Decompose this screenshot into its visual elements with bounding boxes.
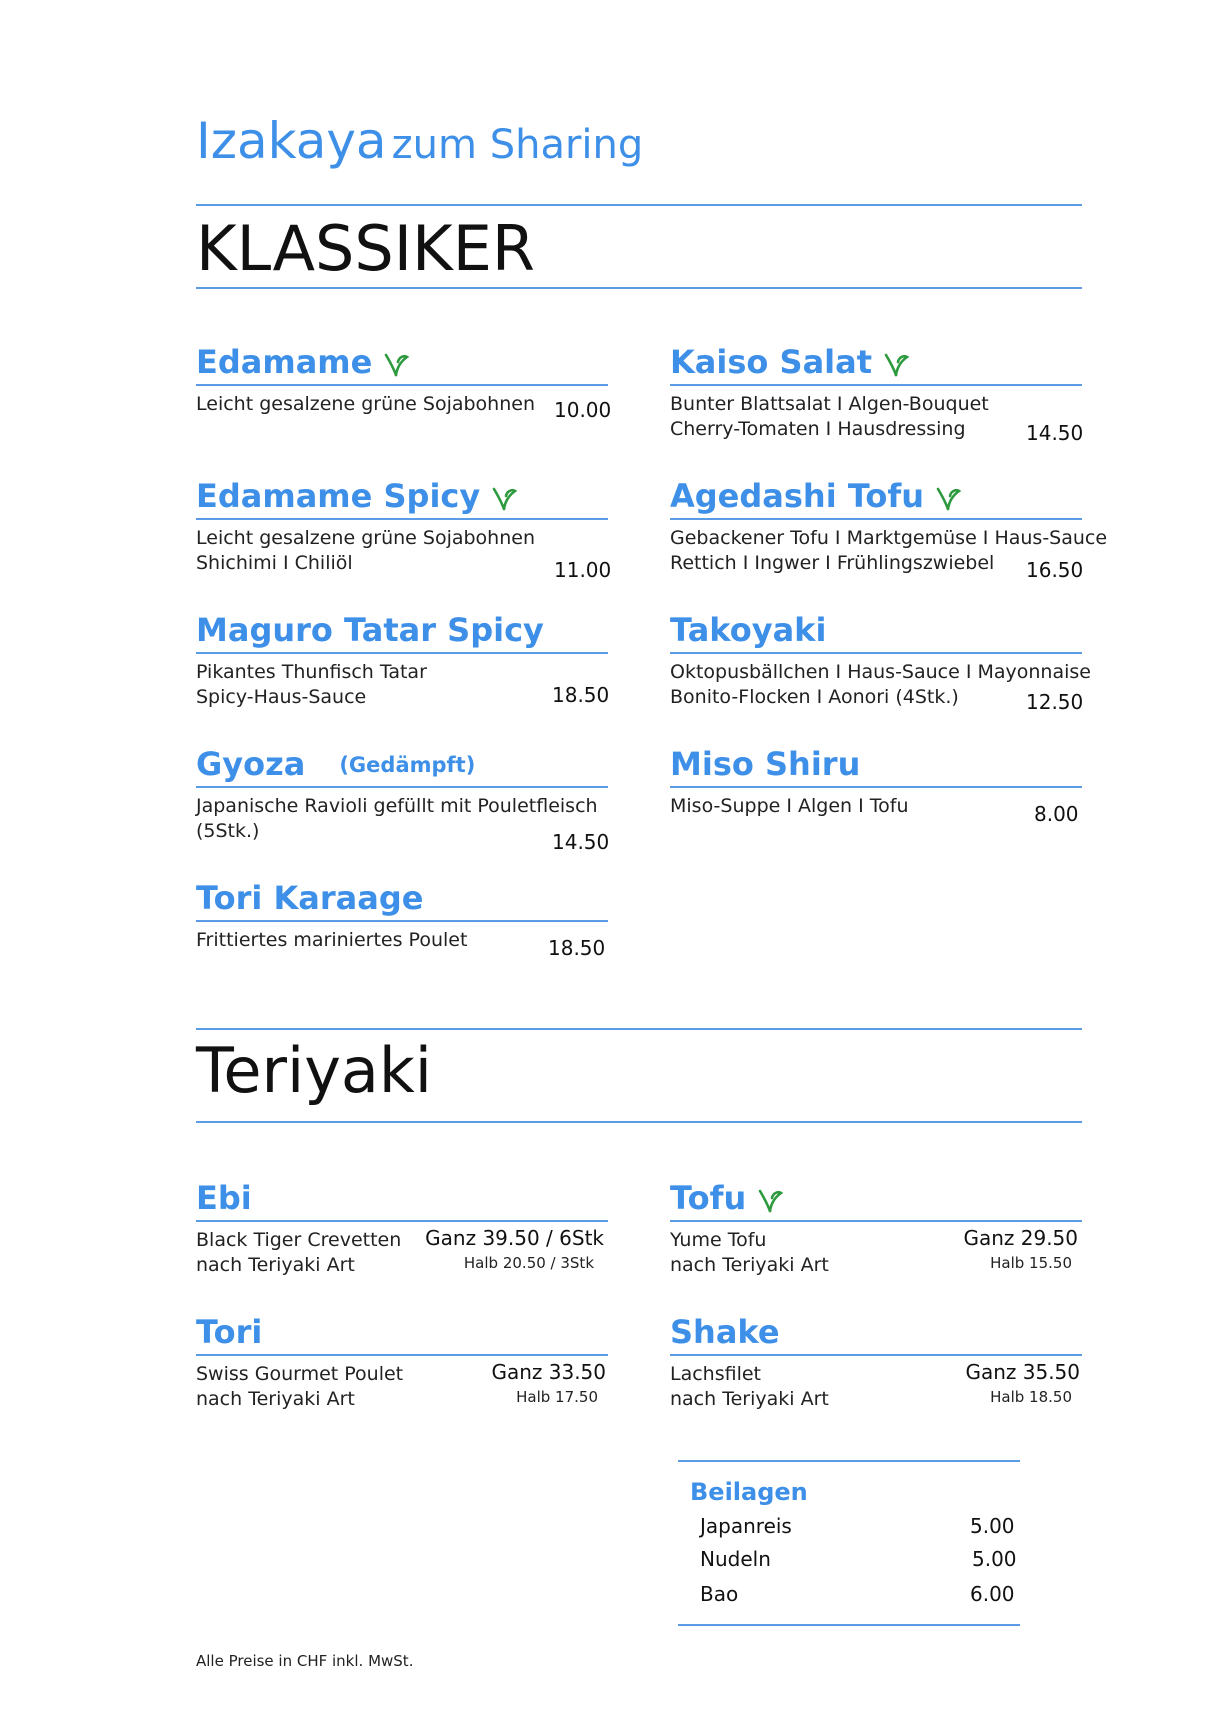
side-item-name: Japanreis — [700, 1514, 792, 1538]
menu-item — [196, 610, 608, 710]
item-description: Leicht gesalzene grüne Sojabohnen — [196, 393, 535, 415]
item-name: Edamame — [196, 343, 373, 381]
section-rule-top — [196, 1028, 1082, 1030]
leaf-icon — [492, 485, 518, 511]
item-name: Kaiso Salat — [670, 343, 873, 381]
item-price: 18.50 — [552, 683, 610, 707]
item-rule — [196, 786, 608, 788]
item-note: (Gedämpft) — [339, 753, 476, 777]
menu-item — [196, 878, 608, 960]
item-description: Japanische Ravioli gefüllt mit Pouletfleisch (5Stk.) — [196, 795, 598, 842]
side-item-price: 5.00 — [972, 1547, 1017, 1571]
item-rule — [196, 1220, 608, 1222]
section-title-teriyaki: Teriyaki — [196, 1034, 433, 1107]
item-description: Lachsfilet nach Teriyaki Art — [670, 1363, 829, 1410]
item-rule — [196, 1354, 608, 1356]
item-name: Shake — [670, 1313, 780, 1351]
item-price: 18.50 — [548, 936, 606, 960]
section-rule-top — [196, 204, 1082, 206]
item-rule — [670, 518, 1082, 520]
item-price: 12.50 — [1026, 690, 1084, 714]
item-description: Oktopusbällchen I Haus-Sauce I Mayonnaise Bonito-Flocken I Aonori (4Stk.) — [670, 661, 1091, 708]
item-name: Tori Karaage — [196, 879, 424, 917]
item-description: Pikantes Thunfisch Tatar Spicy-Haus-Sauce — [196, 661, 427, 708]
item-rule — [196, 652, 608, 654]
menu-item — [196, 1312, 608, 1412]
menu-item — [670, 1178, 1082, 1278]
leaf-icon — [936, 485, 962, 511]
item-price-full: Ganz 29.50 — [963, 1226, 1078, 1250]
item-name: Ebi — [196, 1179, 252, 1217]
section-title-klassiker: KLASSIKER — [196, 212, 535, 285]
item-price-half: Halb 15.50 — [990, 1254, 1072, 1272]
item-description: Frittiertes mariniertes Poulet — [196, 929, 468, 951]
item-price-full: Ganz 35.50 — [965, 1360, 1080, 1384]
item-description: Swiss Gourmet Poulet nach Teriyaki Art — [196, 1363, 404, 1410]
item-name: Edamame Spicy — [196, 477, 481, 515]
item-price-half: Halb 20.50 / 3Stk — [463, 1254, 594, 1272]
leaf-icon — [384, 351, 410, 377]
item-rule — [196, 920, 608, 922]
menu-item — [670, 610, 1091, 714]
item-price: 14.50 — [1026, 421, 1084, 445]
item-price: 14.50 — [552, 830, 610, 854]
item-price-half: Halb 18.50 — [990, 1388, 1072, 1406]
item-rule — [670, 652, 1082, 654]
leaf-icon — [884, 351, 910, 377]
restaurant-brand — [196, 112, 643, 170]
menu-item — [670, 342, 1084, 445]
item-name: Tofu — [670, 1179, 747, 1217]
side-item-name: Nudeln — [700, 1547, 771, 1571]
beilagen-rule-top — [678, 1460, 1020, 1462]
section-rule-bottom — [196, 1121, 1082, 1123]
item-price: 11.00 — [554, 558, 612, 582]
item-name: Miso Shiru — [670, 745, 861, 783]
menu-item — [670, 1312, 1082, 1412]
item-price-full: Ganz 33.50 — [491, 1360, 606, 1384]
item-price-half: Halb 17.50 — [516, 1388, 598, 1406]
menu-item — [196, 1178, 608, 1278]
beilagen-title: Beilagen — [690, 1478, 808, 1506]
brand-title: Izakaya — [196, 112, 387, 170]
side-item-price: 5.00 — [970, 1514, 1015, 1538]
item-name: Gyoza — [196, 745, 306, 783]
brand-subtitle: zum Sharing — [391, 122, 644, 168]
item-rule — [196, 518, 608, 520]
item-description: Leicht gesalzene grüne Sojabohnen Shichimi I Chiliöl — [196, 527, 535, 574]
item-name: Maguro Tatar Spicy — [196, 611, 544, 649]
item-name: Takoyaki — [670, 611, 827, 649]
side-item-name: Bao — [700, 1582, 739, 1606]
menu-item — [196, 744, 610, 854]
item-description: Yume Tofu nach Teriyaki Art — [670, 1229, 829, 1276]
leaf-icon — [758, 1187, 784, 1213]
item-price-full: Ganz 39.50 / 6Stk — [425, 1226, 604, 1250]
item-price: 10.00 — [554, 398, 612, 422]
item-price: 16.50 — [1026, 558, 1084, 582]
menu-item — [196, 476, 612, 582]
section-rule-bottom — [196, 287, 1082, 289]
item-description: Gebackener Tofu I Marktgemüse I Haus-Sauce Rettich I Ingwer I Frühlingszwiebel — [670, 527, 1108, 574]
item-rule — [670, 1354, 1082, 1356]
item-rule — [670, 384, 1082, 386]
item-price: 8.00 — [1034, 802, 1079, 826]
item-rule — [196, 384, 608, 386]
beilagen-rule-bottom — [678, 1624, 1020, 1626]
item-description: Bunter Blattsalat I Algen-Bouquet Cherry-Tomaten I Hausdressing — [670, 393, 989, 440]
item-description: Miso-Suppe I Algen I Tofu — [670, 795, 909, 817]
item-description: Black Tiger Crevetten nach Teriyaki Art — [196, 1229, 402, 1276]
item-rule — [670, 786, 1082, 788]
item-name: Agedashi Tofu — [670, 477, 925, 515]
item-name: Tori — [196, 1313, 263, 1351]
item-rule — [670, 1220, 1082, 1222]
menu-item — [196, 342, 612, 422]
menu-item — [670, 744, 1082, 826]
price-footnote: Alle Preise in CHF inkl. MwSt. — [196, 1652, 414, 1670]
side-item-price: 6.00 — [970, 1582, 1015, 1606]
menu-item — [670, 476, 1108, 582]
